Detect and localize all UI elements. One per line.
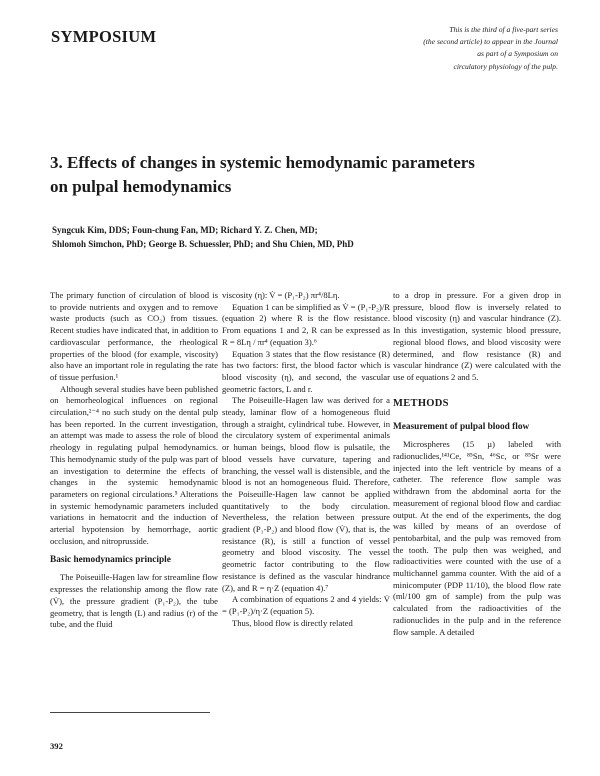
subsection-heading: Basic hemodynamics principle [50, 555, 171, 566]
section-heading-methods: METHODS [393, 397, 449, 409]
author-list [52, 224, 552, 251]
paragraph: The Poiseuille-Hagen law for streamline flow expresses the relationship among the flow rate (V̇), the pressure gradient (P₁-P₂), the tube geometry, that is length (L) and radius (r) of the tube, and the fluid [50, 572, 218, 630]
text-column-3 [393, 290, 561, 638]
paragraph: Microspheres (15 µ) labeled with radionuclides,¹⁴¹Ce, ⁸⁵Sn, ⁴⁶Sc, or ⁸⁵Sr were injected into the left ventricle by means of a catheter. The reference flow sample was withdrawn from the abdominal aorta for the measurement of regional blood flow and cardiac output. At the end of the experiments, the dog was killed by means of an overdose of pentobarbital, and the pulp was removed from the tooth. The pulp then was weighed, and radioactivities were counted with the use of a multichannel gamma counter. With the aid of a minicomputer (PDP 11/10), the blood flow rate (ml/100 gm of sample) from the pulp was calculated from the radioactivities of the radionuclides in the pulp and in the reference flow sample. A detailed [393, 439, 561, 637]
text-column-2 [222, 290, 390, 629]
paragraph: Although several studies have been published on hemorheological influences on regional circulation,²⁻⁴ no such study on the dental pulp has been reported. In the current investigation, an attempt was made to assess the role of blood rheology in regulating pulpal hemodynamics. This hemodynamic study of the pulp was part of an investigation to determine the effects of changes in the systemic hemodynamic parameters on regional circulations.⁵ Alterations in systemic hemodynamic parameters included variations in hematocrit and the induction of arterial hypotension by hemorrhage, aortic occlusion, and nitroprusside. [50, 383, 218, 546]
series-note-line: (the second article) to appear in the Journal [423, 37, 558, 47]
footnote-divider [50, 712, 210, 713]
series-note-line: This is the third of a five-part series [449, 25, 558, 34]
section-heading: SYMPOSIUM [51, 27, 157, 46]
paragraph: The primary function of circulation of blood is to provide nutrients and oxygen and to remove waste products (such as CO₂) from tissues. Recent studies have indicated that, in addition to cardiovascular performance, the rheological properties of the blood (for example, viscosity) also have an important role in regulating the rate of tissue perfusion.¹ [50, 290, 218, 382]
series-note [338, 24, 558, 73]
series-note-line: circulatory physiology of the pulp. [453, 61, 558, 71]
paragraph: to a drop in pressure. For a given drop in pressure, blood flow is inversely related to blood viscosity (η) and vascular hindrance (Z). In this investigation, systemic blood pressure, regional blood flows, and blood viscosity were determined, and flow resistance (R) and vascular hindrance (Z) were calculated with the use of equations 2 and 5. [393, 290, 561, 382]
author-line: Shlomoh Simchon, PhD; George B. Schuessler, PhD; and Shu Chien, MD, PhD [52, 238, 354, 249]
article-title [50, 151, 550, 199]
author-line: Syngcuk Kim, DDS; Foun-chung Fan, MD; Richard Y. Z. Chen, MD; [52, 225, 318, 235]
page-number: 392 [50, 741, 63, 751]
paragraph: Equation 3 states that the flow resistance (R) has two factors: first, the blood factor which is blood viscosity (η), and second, the vascular geometric factors, L and r. [222, 348, 390, 394]
series-note-line: as part of a Symposium on [477, 49, 558, 59]
paragraph: viscosity (η): V̇ = (P₁-P₂) πr⁴/8Lη. [222, 290, 340, 300]
paragraph: A combination of equations 2 and 4 yields: V̇ = (P₁-P₂)/η·Z (equation 5). [222, 594, 390, 616]
paragraph: The Poiseuille-Hagen law was derived for a steady, laminar flow of a homogeneous fluid through a straight, cylindrical tube. However, in the circulatory system of experimental animals or human beings, blood flow is pulsatile, the blood vessels have curvature, tapering and branching, the vessel wall is distensible, and the blood is not an homogeneous fluid. Therefore, the Poiseuille-Hagen law cannot be applied quantitatively to the body circulation. Nevertheless, the relation between pressure gradient (P₁-P₂) and blood flow (V̇), that is, the resistance (R), is still a function of vessel geometry and blood viscosity. The vessel geometric factor contributing to the flow resistance is defined as the vascular hindrance (Z), and R = η·Z (equation 4).⁷ [222, 395, 390, 593]
article-title-line: 3. Effects of changes in systemic hemodynamic parameters [50, 153, 475, 172]
text-column-1 [50, 290, 218, 631]
paragraph: Thus, blood flow is directly related [232, 617, 353, 628]
subsection-heading: Measurement of pulpal blood flow [393, 422, 530, 433]
paragraph: Equation 1 can be simplified as V̇ = (P₁-P₂)/R (equation 2) where R is the flow resistance. From equations 1 and 2, R can be expressed as R = 8Lη / πr⁴ (equation 3).⁶ [222, 301, 390, 347]
article-title-line: on pulpal hemodynamics [50, 177, 232, 196]
